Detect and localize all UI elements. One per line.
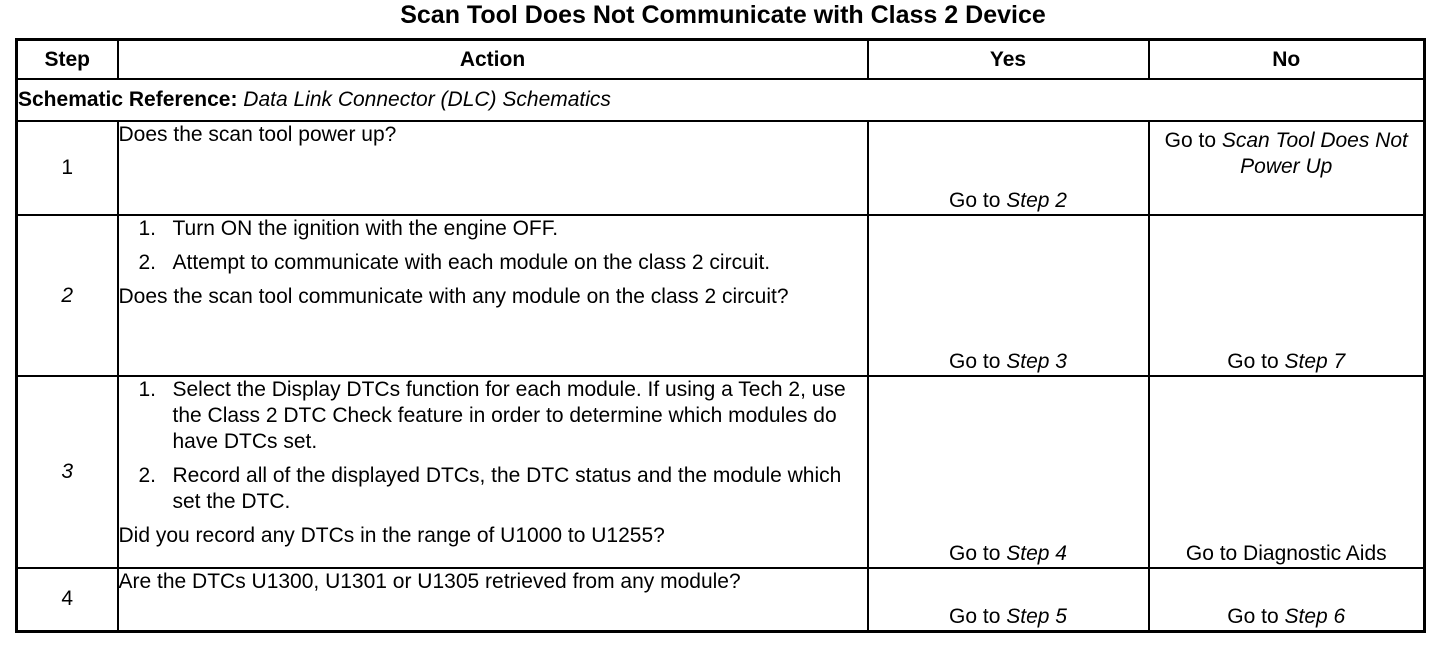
step-number: 1 bbox=[17, 121, 118, 215]
action-cell bbox=[118, 376, 868, 568]
action-item bbox=[119, 250, 867, 276]
action-item-text: Attempt to communicate with each module on the class 2 circuit. bbox=[172, 251, 771, 274]
step-question: Are the DTCs U1300, U1301 or U1305 retrieved from any module? bbox=[118, 570, 741, 593]
go-to-label: Go to bbox=[949, 604, 1001, 628]
header-row bbox=[17, 40, 1425, 80]
action-item-text: Turn ON the ignition with the engine OFF. bbox=[172, 217, 559, 240]
table-row bbox=[17, 376, 1425, 568]
header-no: No bbox=[1149, 40, 1425, 80]
schematic-row bbox=[17, 79, 1425, 121]
action-item bbox=[119, 463, 867, 515]
yes-cell bbox=[868, 215, 1149, 376]
go-to-label: Go to bbox=[1164, 129, 1217, 152]
no-cell bbox=[1149, 121, 1425, 215]
yes-cell bbox=[868, 376, 1149, 568]
action-list bbox=[119, 377, 867, 515]
go-to-label: Go to bbox=[949, 350, 1001, 373]
go-to-label: Go to bbox=[949, 542, 1001, 565]
yes-cell bbox=[868, 121, 1149, 215]
action-item-number: 2. bbox=[138, 464, 157, 487]
step-question: Does the scan tool power up? bbox=[118, 123, 397, 146]
go-to-label: Go to bbox=[949, 189, 1001, 212]
step-question: Does the scan tool communicate with any module on the class 2 circuit? bbox=[118, 285, 789, 308]
no-cell bbox=[1149, 215, 1425, 376]
yes-cell bbox=[868, 568, 1149, 631]
diagnostic-table bbox=[15, 38, 1426, 633]
no-target: Scan Tool Does Not Power Up bbox=[1221, 129, 1408, 178]
header-step: Step bbox=[17, 40, 118, 80]
no-text: Go to Diagnostic Aids bbox=[1185, 542, 1387, 565]
table-row bbox=[17, 215, 1425, 376]
step-number: 2 bbox=[17, 215, 118, 376]
no-target: Step 6 bbox=[1284, 604, 1346, 628]
yes-target: Step 4 bbox=[1006, 542, 1067, 565]
action-cell bbox=[118, 121, 868, 215]
yes-target: Step 3 bbox=[1006, 350, 1067, 373]
table-row bbox=[17, 121, 1425, 215]
go-to-label: Go to bbox=[1227, 350, 1279, 373]
action-item-number: 2. bbox=[138, 251, 157, 274]
action-cell bbox=[118, 568, 868, 631]
go-to-label: Go to bbox=[1227, 604, 1279, 628]
action-item bbox=[119, 377, 867, 455]
page-title: Scan Tool Does Not Communicate with Class 2 Device bbox=[400, 1, 1046, 29]
action-cell bbox=[118, 215, 868, 376]
yes-target: Step 2 bbox=[1006, 189, 1067, 212]
no-target: Step 7 bbox=[1284, 350, 1346, 373]
schematic-ref: Data Link Connector (DLC) Schematics bbox=[243, 88, 611, 111]
header-action: Action bbox=[118, 40, 868, 80]
header-yes: Yes bbox=[868, 40, 1149, 80]
action-item bbox=[119, 216, 867, 242]
table-row bbox=[17, 568, 1425, 631]
action-item-text: Select the Display DTCs function for each module. If using a Tech 2, use the Class 2 DTC Check feature in order to determine which modules do have DTCs set. bbox=[172, 378, 846, 453]
action-item-number: 1. bbox=[138, 217, 157, 240]
step-question: Did you record any DTCs in the range of U1000 to U1255? bbox=[118, 524, 665, 547]
schematic-reference bbox=[17, 79, 1425, 121]
yes-target: Step 5 bbox=[1006, 604, 1067, 628]
step-number: 4 bbox=[17, 568, 118, 631]
step-number: 3 bbox=[17, 376, 118, 568]
no-cell bbox=[1149, 376, 1425, 568]
action-item-text: Record all of the displayed DTCs, the DTC status and the module which set the DTC. bbox=[172, 464, 842, 513]
schematic-label: Schematic Reference: bbox=[18, 88, 238, 111]
action-item-number: 1. bbox=[138, 378, 157, 401]
action-list bbox=[119, 216, 867, 276]
no-cell bbox=[1149, 568, 1425, 631]
